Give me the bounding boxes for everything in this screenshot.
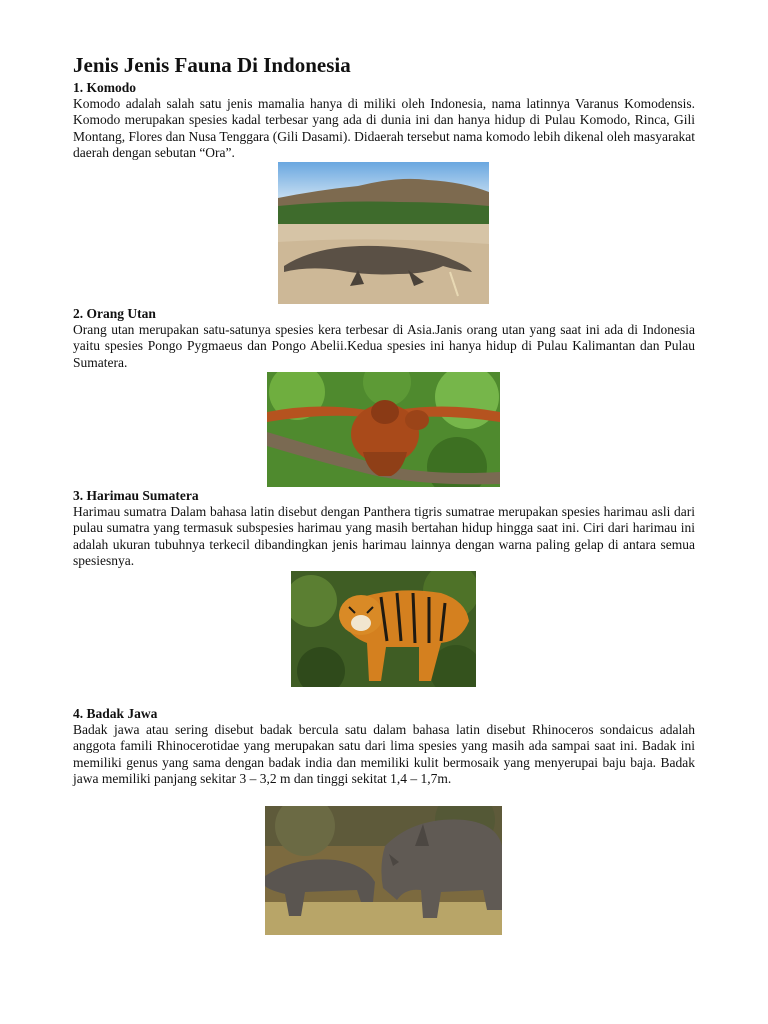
section-heading-harimau-sumatera: 3. Harimau Sumatera xyxy=(73,488,199,503)
section-text-komodo: Komodo adalah salah satu jenis mamalia hanya di miliki oleh Indonesia, nama latinnya Varanus Komodensis. Komodo merupakan spesies kadal terbesar yang ada di dunia ini dan hanya hidup di Pulau Komodo, Rinca, Gili Montang, Flores dan Nusa Tenggara (Gili Dasami). Didaerah tersebut nama komodo lebih dikenal oleh masyarakat daerah dengan sebutan “Ora”. xyxy=(73,96,695,161)
section-heading-badak-jawa: 4. Badak Jawa xyxy=(73,706,158,721)
harimau-photo xyxy=(291,571,476,687)
orang-utan-photo xyxy=(267,372,500,487)
badak-photo xyxy=(265,806,502,935)
section-heading-orang-utan: 2. Orang Utan xyxy=(73,306,156,321)
section-text-orang-utan: Orang utan merupakan satu-satunya spesies kera terbesar di Asia.Janis orang utan yang saat ini ada di Indonesia yaitu spesies Pongo Pygmaeus dan Pongo Abelii.Kedua spesies ini hanya hidup di Pulau Kalimantan dan Pulau Sumatera. xyxy=(73,322,695,370)
section-heading-komodo: 1. Komodo xyxy=(73,80,137,95)
section-text-badak-jawa: Badak jawa atau sering disebut badak bercula satu dalam bahasa latin disebut Rhinoceros sondaicus adalah anggota famili Rhinocerotidae yang merupakan satu dari lima spesies yang masih ada sampai saat ini. Badak ini memiliki genus yang sama dengan badak india dan memiliki kulit bermosaik yang menyerupai baju baja. Badak jawa memiliki panjang sekitar 3 – 3,2 m dan tinggi sekitat 1,4 – 1,7m. xyxy=(73,722,695,787)
section-text-harimau-sumatera: Harimau sumatra Dalam bahasa latin disebut dengan Panthera tigris sumatrae merupakan spesies harimau asli dari pulau sumatra yang termasuk subspesies harimau yang masih bertahan hidup hingga saat ini. Ciri dari harimau ini adalah ukuran tubuhnya terkecil dibandingkan jenis harimau lainnya dengan warna paling gelap di antara semua spesiesnya. xyxy=(73,504,695,569)
page-title: Jenis Jenis Fauna Di Indonesia xyxy=(73,53,351,77)
komodo-photo xyxy=(278,162,489,304)
